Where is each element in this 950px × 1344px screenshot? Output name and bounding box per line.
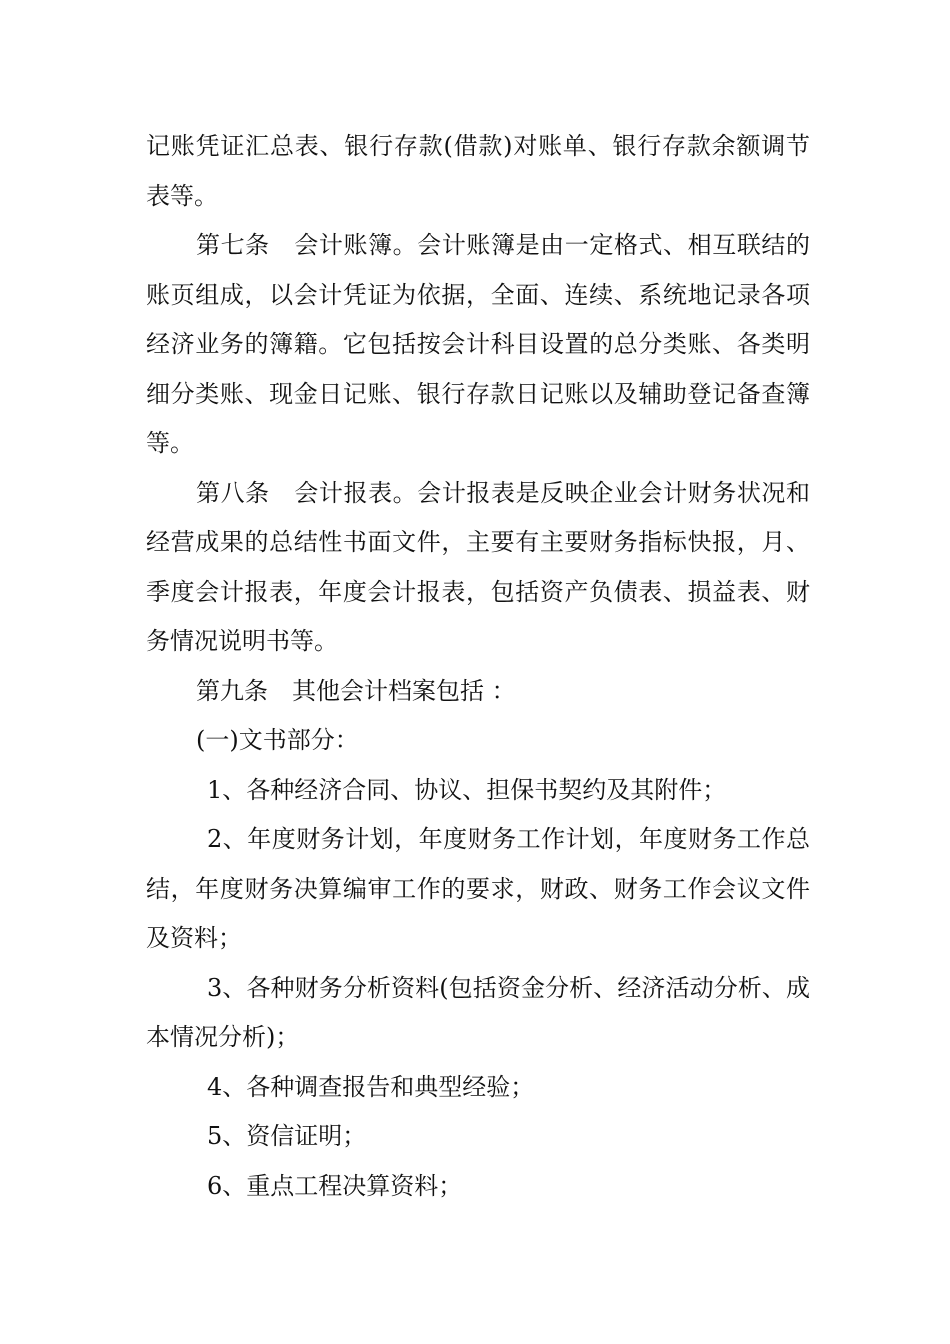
paragraph-article-8: 第八条 会计报表。会计报表是反映企业会计财务状况和经营成果的总结性书面文件，主要有主要财务指标快报，月、季度会计报表，年度会计报表，包括资产负债表、损益表、财务情况说明书等。: [146, 478, 810, 655]
document-body: [146, 122, 810, 1211]
section-heading-documents: (一)文书部分：: [196, 726, 359, 754]
list-item-5: 5、资信证明；: [207, 1122, 367, 1150]
list-item-4: 4、各种调查报告和典型经验；: [207, 1072, 535, 1101]
paragraph-continuation: 记账凭证汇总表、银行存款(借款)对账单、银行存款余额调节表等。: [146, 132, 810, 210]
list-item-6: 6、重点工程决算资料；: [207, 1171, 463, 1200]
list-item-1: 1、各种经济合同、协议、担保书契约及其附件；: [207, 775, 727, 804]
paragraph-article-9: 第九条 其他会计档案包括 ：: [196, 676, 516, 705]
paragraph-article-7: 第七条 会计账簿。会计账簿是由一定格式、相互联结的账页组成，以会计凭证为依据，全面、连续、系统地记录各项经济业务的簿籍。它包括按会计科目设置的总分类账、各类明细分类账、现金日记账、银行存款日记账以及辅助登记备查簿等。: [146, 231, 810, 457]
list-item-3: 3、各种财务分析资料(包括资金分析、经济活动分析、成本情况分析)；: [146, 973, 810, 1051]
list-item-2: 2、年度财务计划，年度财务工作计划，年度财务工作总结，年度财务决算编审工作的要求，财政、财务工作会议文件及资料；: [146, 825, 810, 952]
